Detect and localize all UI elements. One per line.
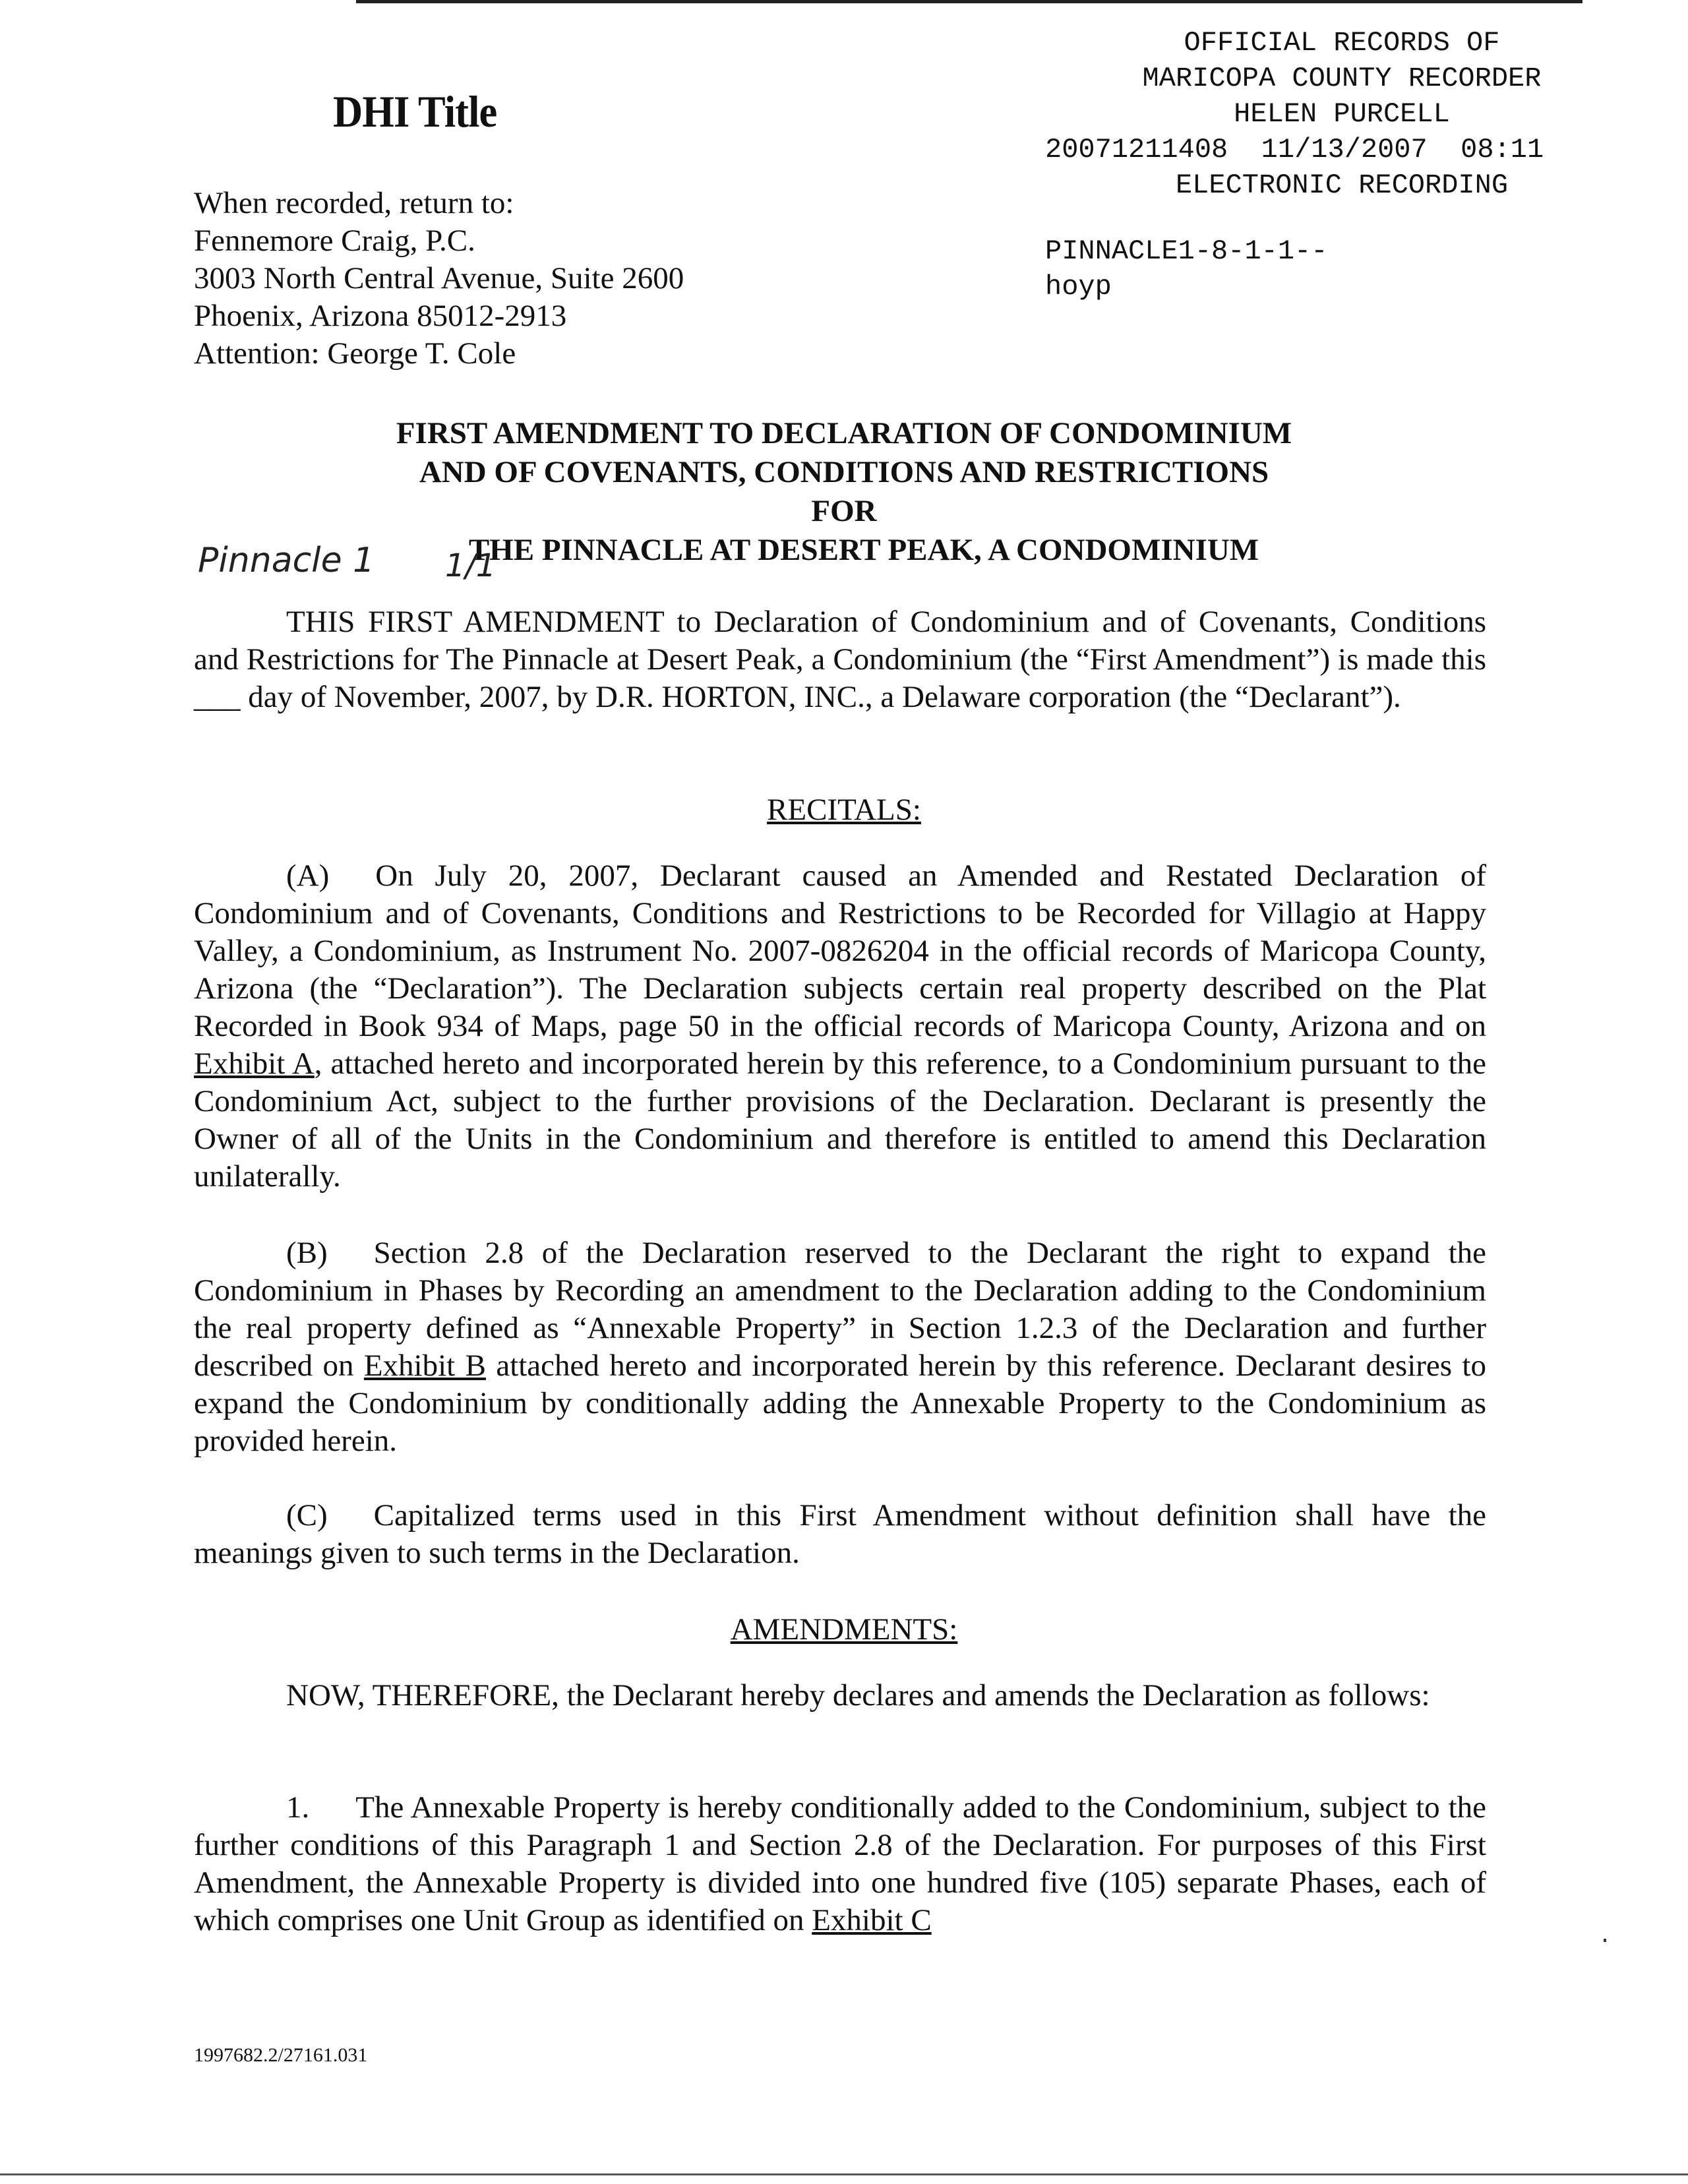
recording-line-5: ELECTRONIC RECORDING: [1175, 169, 1509, 201]
recording-stamp: [1045, 25, 1639, 305]
recording-line-3: HELEN PURCELL: [1234, 98, 1450, 130]
recital-b: [194, 1234, 1486, 1460]
scan-edge-bottom: [0, 2173, 1688, 2175]
scan-speck: [1604, 1939, 1606, 1942]
recital-b-text-2: attached hereto and incorporated herein by this reference. Declarant desires to expand the Condominium by conditionally adding the Annexable Property to the Condominium as provided herein.: [194, 1349, 1486, 1458]
return-line: Fennemore Craig, P.C.: [194, 224, 475, 258]
return-line: 3003 North Central Avenue, Suite 2600: [194, 261, 684, 295]
recital-c-text: Capitalized terms used in this First Amendment without definition shall have the meanings given to such terms in the Declaration.: [194, 1498, 1486, 1570]
recital-a-text-2: , attached hereto and incorporated herein by this reference, to a Condominium pursuant to the Condominium Act, subject to the further provisions of the Declaration. Declarant is presently the Owner of all of the Units in the Condominium and therefore is entitled to amend this Declaration unilaterally.: [194, 1046, 1486, 1194]
footer-document-id: 1997682.2/27161.031: [194, 2044, 368, 2066]
recital-c-label: (C): [286, 1498, 328, 1532]
amendments-intro: [194, 1677, 1486, 1714]
exhibit-a-link[interactable]: Exhibit A: [194, 1046, 315, 1081]
recital-a-text-1: On July 20, 2007, Declarant caused an Amended and Restated Declaration of Condominium and of Covenants, Conditions and Restrictions to be Recorded for Villagio at Happy Valley, a Condominium, as Instrument No. 2007-0826204 in the official records of Maricopa County, Arizona (the “Declaration”). The Declaration subjects certain real property described on the Plat Recorded in Book 934 of Maps, page 50 in the official records of Maricopa County, Arizona and on: [194, 859, 1486, 1043]
amendments-heading: AMENDMENTS:: [730, 1612, 958, 1647]
exhibit-c-link[interactable]: Exhibit C: [812, 1903, 932, 1937]
recording-code: PINNACLE1-8-1-1--: [1045, 235, 1328, 267]
recording-number-row: [1045, 132, 1639, 167]
recital-a-label: (A): [286, 859, 330, 893]
recital-b-label: (B): [286, 1236, 328, 1270]
amendment-1-text: The Annexable Property is hereby conditionally added to the Condominium, subject to the further conditions of this Paragraph 1 and Section 2.8 of the Declaration. For purposes of this First Amendment, the Annexable Property is divided into one hundred five (105) separate Phases, each of which comprises one Unit Group as identified on: [194, 1790, 1486, 1937]
title-line-3: FOR: [811, 494, 877, 528]
title-line-4: THE PINNACLE AT DESERT PEAK, A CONDOMINIUM: [468, 533, 1259, 567]
handwritten-mark: 1/1: [445, 547, 497, 584]
title-line-2: AND OF COVENANTS, CONDITIONS AND RESTRICTIONS: [419, 455, 1269, 489]
scan-edge-top: [356, 0, 1582, 3]
intro-paragraph: [194, 603, 1486, 716]
return-line: Attention: George T. Cole: [194, 336, 516, 371]
return-address-block: [194, 185, 684, 373]
return-line: When recorded, return to:: [194, 186, 514, 220]
return-line: Phoenix, Arizona 85012-2913: [194, 299, 567, 333]
dhi-title-logo: DHI Title: [333, 86, 497, 136]
recitals-heading: RECITALS:: [767, 793, 921, 827]
recording-number: 20071211408: [1045, 134, 1228, 166]
handwritten-note: Pinnacle 1: [198, 541, 375, 580]
recital-c: [194, 1497, 1486, 1572]
recording-line-2: MARICOPA COUNTY RECORDER: [1142, 63, 1542, 94]
recording-initials: hoyp: [1045, 271, 1112, 303]
amendment-item-1: [194, 1789, 1486, 1939]
recording-line-1: OFFICIAL RECORDS OF: [1184, 27, 1500, 59]
recital-b-text-1: Section 2.8 of the Declaration reserved to the Declarant the right to expand the Condominium in Phases by Recording an amendment to the Declaration adding to the Condominium the real property defined as “Annexable Property” in Section 1.2.3 of the Declaration and further described on: [194, 1236, 1486, 1383]
amendments-intro-text: NOW, THEREFORE, the Declarant hereby declares and amends the Declaration as follows:: [286, 1678, 1430, 1713]
amendment-1-label: 1.: [286, 1790, 310, 1825]
recording-time: 08:11: [1461, 134, 1544, 166]
intro-text: THIS FIRST AMENDMENT to Declaration of Condominium and of Covenants, Conditions and Restrictions for The Pinnacle at Desert Peak, a Condominium (the “First Amendment”) is made this ___ day of November, 2007, by D.R. HORTON, INC., a Delaware corporation (the “Declarant”).: [194, 605, 1486, 714]
title-line-1: FIRST AMENDMENT TO DECLARATION OF CONDOMINIUM: [396, 416, 1292, 450]
exhibit-b-link[interactable]: Exhibit B: [363, 1349, 486, 1383]
recording-date: 11/13/2007: [1261, 134, 1428, 166]
recital-a: [194, 857, 1486, 1196]
